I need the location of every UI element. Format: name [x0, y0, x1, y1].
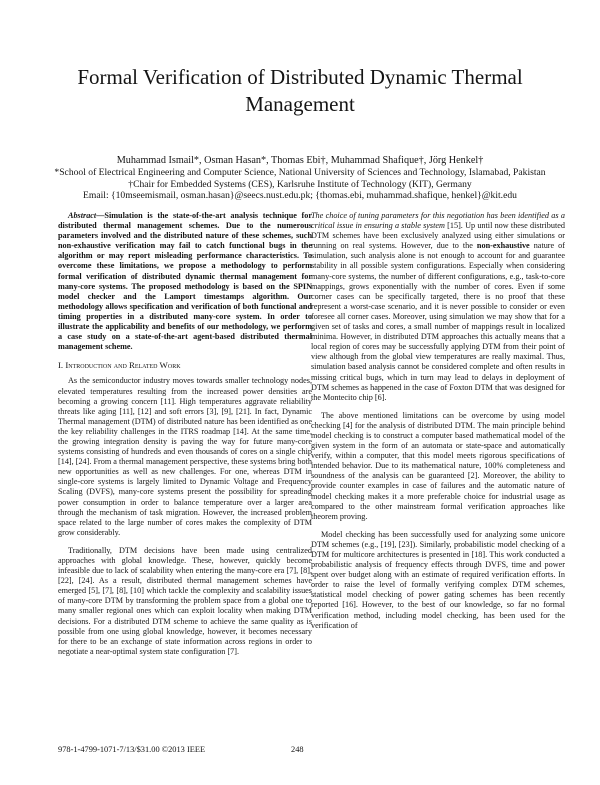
section-heading-introduction: I. Introduction and Related Work [58, 360, 181, 371]
abstract [58, 211, 312, 352]
intro-paragraph-3 [311, 211, 565, 403]
affiliation-nust: *School of Electrical Engineering and Computer Science, National University of Sciences and Technology, Islamabad, Pakistan [54, 166, 546, 178]
intro-paragraph-5: Model checking has been successfully used for analyzing some unicore DTM schemes (e.g., [19], [23]). Similarly, probabilistic model checking of a DTM for multicore architectures is presented in [18]. This work conducted a probabilistic analysis of frequency effects through DVFS, time and power spent over budget along with an estimate of required verification efforts. In order to raise the level of formally verifying complex DTM schemes, statistical model checking of power gating schemes has been recently reported [16]. However, to the best of our knowledge, so far no formal verification method, including model checking, has been used for the verification of [311, 529, 565, 630]
intro-paragraph-1: As the semiconductor industry moves towards smaller technology nodes, elevated temperatures resulting from the increased power densities are becoming a growing concern [11]. High temperatures aggravate reliability threats like aging [11], [12] and soft errors [3], [9], [21]. In fact, Dynamic Thermal management (DTM) of distributed nature has been identified as one the key reliability challenges in the ITRS roadmap [14]. At the same time, the growing integration density is paving the way for future many-core systems consisting of hundreds and even thousands of cores on a single chip [14], [24]. From a thermal management perspective, these systems bring both new opportunities as well as new challenges. For one, whereas DTM in single-core systems is largely limited to Dynamic Voltage and Frequency Scaling (DVFS), many-core systems present the possibility for spreading power consumption in order to balance temperature over a larger area through the mechanism of task migration. However, the increased problem space related to the large number of cores makes the complexity of DTM grow considerably. [58, 376, 312, 537]
page-number: 248 [291, 745, 304, 754]
author-block [30, 155, 570, 202]
intro-paragraph-2: Traditionally, DTM decisions have been made using centralized approaches with global knowledge. These, however, quickly become infeasible due to lack of scalability when entering the many-core era [7], [8], [22], [24]. As a result, distributed thermal management schemes have emerged [5], [7], [8], [10] which tackle the complexity and scalability issues of many-core DTM by transforming the problem space from a global one to many smaller regional ones which can exploit locality when making DTM decisions. For a distributed DTM scheme to achieve the same quality as is possible from one using global knowledge, however, it becomes necessary for there to be an exchange of state information across regions in order to negotiate a near-optimal system state configuration [7]. [58, 545, 312, 656]
abstract-text: —Simulation is the state-of-the-art analysis technique for distributed thermal management schemes. Due to the numerous parameters involved and the distributed nature of these schemes, such non-exhaustive verification may fail to catch functional bugs in the algorithm or may report misleading performance characteristics. To overcome these limitations, we propose a methodology to perform formal verification of distributed dynamic thermal management for many-core systems. The proposed methodology is based on the SPIN model checker and the Lamport timestamps algorithm. Our methodology allows specification and verification of both functional and timing properties in a distributed many-core system. In order to illustrate the applicability and benefits of our methodology, we perform a case study on a state-of-the-art agent-based distributed thermal management scheme. [58, 211, 312, 352]
paper-title: Formal Verification of Distributed Dynamic Thermal Management [77, 65, 523, 116]
bold-emphasis: non-exhaustive [476, 241, 530, 251]
left-column [58, 211, 312, 665]
footer-isbn: 978-1-4799-1071-7/13/$31.00 ©2013 IEEE [58, 745, 206, 754]
italic-emphasis: The choice of tuning parameters for this negotiation has been identified as a critical issue in ensuring a stable system [311, 211, 565, 231]
author-names: Muhammad Ismail*, Osman Hasan*, Thomas Ebi†, Muhammad Shafique†, Jörg Henkel† [116, 155, 484, 166]
intro-paragraph-4: The above mentioned limitations can be overcome by using model checking [4] for the analysis of distributed DTM. The main principle behind model checking is to construct a computer based mathematical model of the given system in the form of an automata or state-space and automatically verify, within a computer, that this model meets rigorous specifications of intended behavior. Due to its mathematical nature, 100% completeness and soundness of the analysis can be guaranteed [2]. Moreover, the ability to provide counter examples in case of failures and the automatic nature of model checking makes it a more preferable choice for industrial usage as compared to the other mainstream formal verification approaches like theorem proving. [311, 410, 565, 521]
affiliation-kit: †Chair for Embedded Systems (CES), Karlsruhe Institute of Technology (KIT), Germany [128, 178, 472, 190]
paragraph-text: [15]. Up until now these distributed DTM schemes have been exclusively analyzed using either simulations or running on real systems. However, due to the [311, 221, 565, 251]
paragraph-text: nature of simulation, such analysis alone is not enough to account for and guarantee stability in all possible system configurations. Especially when considering many-core systems, the number of different configurations, e.g., task-to-core mappings, grows exponentially with the number of cores. Even if some corner cases can be specifically targeted, there is no proof that these represent a worst-case scenario, and it is never possible to consider or even foresee all corner cases. Moreover, using simulation we may show that for a given set of tasks and cores, a small number of mappings result in localized minima. However, in distributed DTM approaches this actually means that a local region of cores may be successfully applying DTM from their point of view although from the global view temperatures are really maximal. Thus, simulation based analysis cannot be considered complete and often results in missing critical bugs, which in turn may lead to delays in deployment of DTM schemes as happened in the case of Foxton DTM that was designed for the Montecito chip [6]. [311, 241, 566, 402]
right-column [311, 211, 565, 639]
abstract-label: Abstract [68, 211, 97, 220]
author-emails: Email: {10mseemismail, osman.hasan}@seecs.nust.edu.pk; {thomas.ebi, muhammad.shafique, henkel}@kit.edu [83, 190, 517, 202]
